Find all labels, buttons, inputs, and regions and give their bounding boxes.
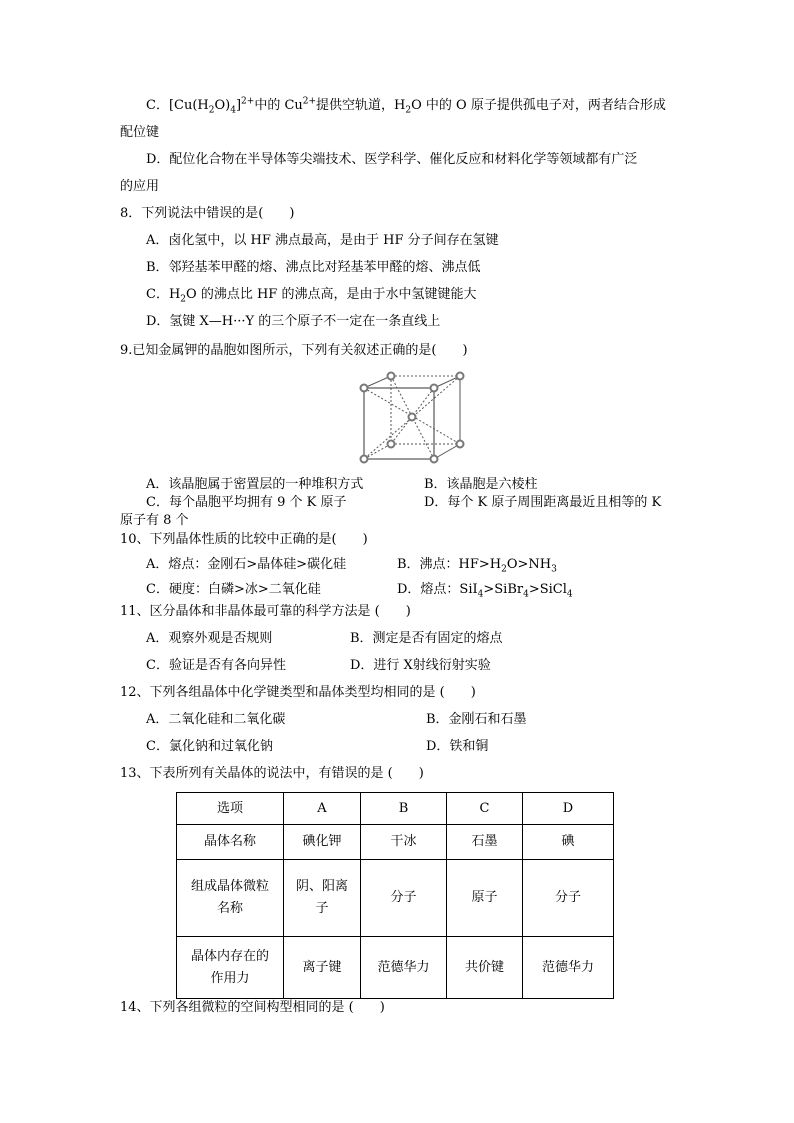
q12-stem: 12、下列各组晶体中化学键类型和晶体类型均相同的是 ( ) [120, 685, 476, 700]
table-row [177, 860, 614, 937]
table-cell: 分子 [361, 860, 447, 937]
table-cell-line: 子 [315, 901, 329, 916]
q9-option-c: C．每个晶胞平均拥有 9 个 K 原子 [146, 495, 347, 510]
q12-option-d: D．铁和铜 [426, 739, 489, 754]
table-cell [177, 860, 284, 937]
q12-option-c: C．氯化钠和过氧化钠 [146, 739, 273, 754]
table-cell: 原子 [447, 860, 523, 937]
q7-option-c-line1: C．$[Cu(H_2O)_4]^{2+}$中的 $Cu^{2+}$提供空轨道，$H_2O$ 中的 O 原子提供孤电子对，两者结合形成 [146, 96, 666, 116]
table-cell: 范德华力 [523, 937, 614, 999]
table-header-cell: D [523, 793, 614, 825]
table-row [177, 937, 614, 999]
q12-option-a: A．二氧化硅和二氧化碳 [146, 712, 286, 727]
q14-stem: 14、下列各组微粒的空间构型相同的是 ( ) [120, 1000, 385, 1015]
q10-option-d: D．熔点：SiI$_4$>SiBr$_4$>SiCl$_4$ [397, 582, 573, 600]
table-cell: 范德华力 [361, 937, 447, 999]
q8-stem: 8．下列说法中错误的是( ) [120, 206, 295, 221]
q11-option-d: D．进行 X射线衍射实验 [350, 658, 491, 673]
table-cell: 石墨 [447, 825, 523, 860]
q7-option-d-line1: D．配位化合物在半导体等尖端技术、医学科学、催化反应和材料化学等领域都有广泛 [146, 152, 638, 167]
q9-option-a: A．该晶胞属于密置层的一种堆积方式 [146, 477, 364, 492]
table-cell: 离子键 [284, 937, 361, 999]
table-cell: 晶体名称 [177, 825, 284, 860]
table-cell-line: 阴、阳离 [295, 879, 348, 894]
q9-stem: 9.已知金属钾的晶胞如图所示，下列有关叙述正确的是( ) [120, 343, 468, 358]
table-cell: 干冰 [361, 825, 447, 860]
table-cell-line: 组成晶体微粒 [190, 879, 269, 894]
q11-option-a: A．观察外观是否规则 [146, 631, 273, 646]
table-cell-line: 作用力 [210, 970, 250, 986]
q10-option-a: A．熔点：金刚石>晶体硅>碳化硅 [146, 557, 347, 572]
q11-stem: 11、区分晶体和非晶体最可靠的科学方法是 ( ) [120, 604, 411, 619]
q9-option-d-line1: D．每个 K 原子周围距离最近且相等的 K [424, 495, 662, 510]
q8-option-b: B．邻羟基苯甲醛的熔、沸点比对羟基苯甲醛的熔、沸点低 [146, 260, 481, 275]
q11-option-c: C．验证是否有各向异性 [146, 658, 286, 673]
q8-option-d: D．氢键 X—H···Y 的三个原子不一定在一条直线上 [146, 314, 441, 329]
q10-stem: 10、下列晶体性质的比较中正确的是( ) [120, 532, 368, 547]
table-cell-line: 晶体内存在的 [190, 948, 269, 964]
q10-option-b: B．沸点：$HF>H_2O>NH_3$ [397, 557, 557, 575]
q13-stem: 13、下表所列有关晶体的说法中，有错误的是 ( ) [120, 766, 424, 781]
table-row [177, 793, 614, 825]
table-row [177, 825, 614, 860]
table-cell: 共价键 [447, 937, 523, 999]
q7-option-c-line2: 配位键 [120, 125, 160, 140]
table-header-cell: C [447, 793, 523, 825]
table-cell [177, 937, 284, 999]
table-cell: 碘 [523, 825, 614, 860]
table-cell-line: 名称 [216, 901, 243, 916]
table-cell [284, 860, 361, 937]
table-cell: 碘化钾 [284, 825, 361, 860]
q9-option-b: B．该晶胞是六棱柱 [424, 477, 538, 492]
q9-option-d-line2: 原子有 8 个 [120, 513, 189, 528]
q10-option-c: C．硬度：白磷>冰>二氧化硅 [146, 582, 321, 597]
table-cell: 分子 [523, 860, 614, 937]
table-header-cell: B [361, 793, 447, 825]
crystal-cell-diagram [358, 370, 470, 466]
q11-option-b: B．测定是否有固定的熔点 [350, 631, 503, 646]
q8-option-a: A．卤化氢中，以 HF 沸点最高，是由于 HF 分子间存在氢键 [146, 233, 499, 248]
table-header-cell: 选项 [177, 793, 284, 825]
crystal-table [176, 792, 614, 999]
q12-option-b: B．金刚石和石墨 [426, 712, 527, 727]
q7-option-d-line2: 的应用 [120, 179, 160, 194]
table-header-cell: A [284, 793, 361, 825]
q8-option-c: C．$H_2O$ 的沸点比 HF 的沸点高，是由于水中氢键键能大 [146, 287, 477, 305]
